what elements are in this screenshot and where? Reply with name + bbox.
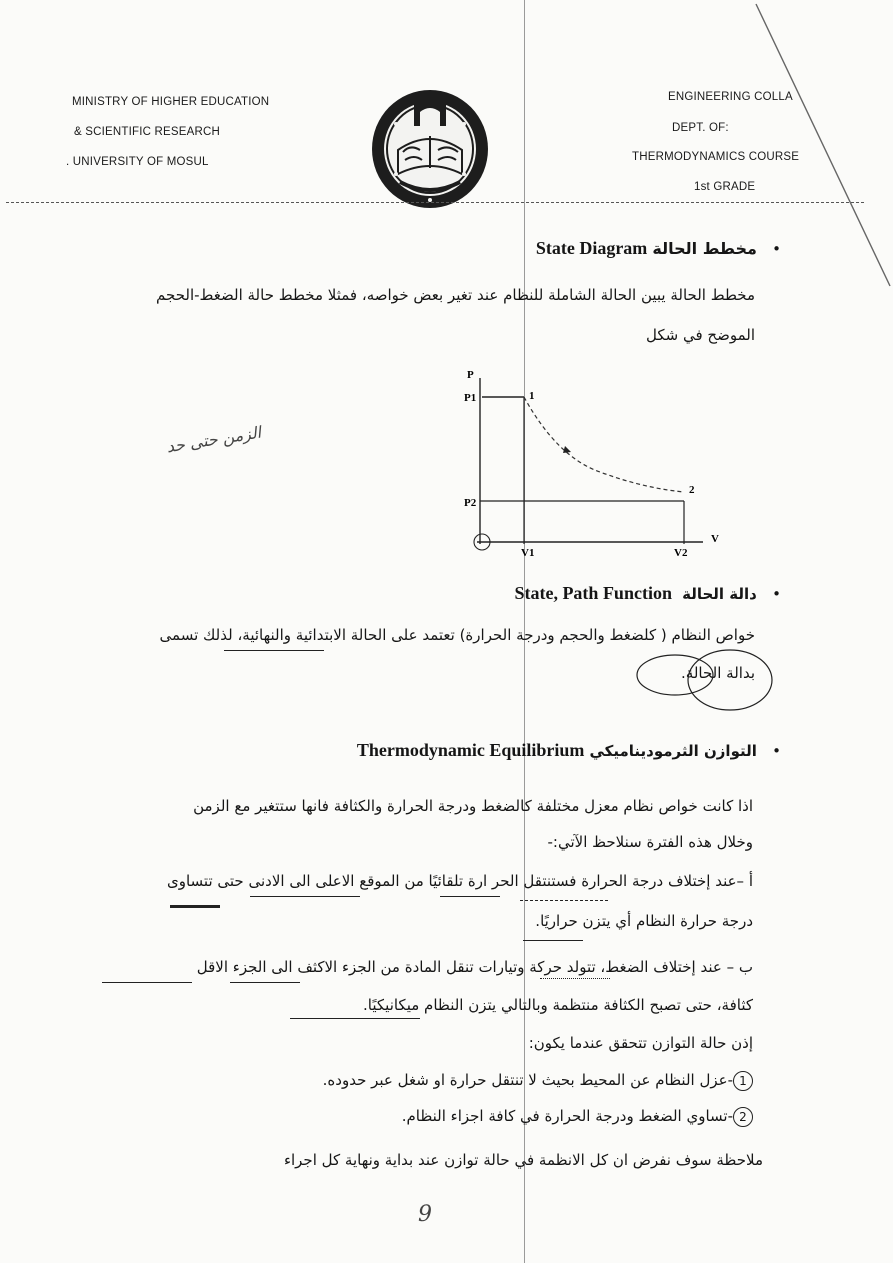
label-p2: P2	[464, 497, 477, 509]
heading-arabic: التوازن الثرموديناميكي	[589, 742, 757, 760]
condition-text: تساوي الضغط ودرجة الحرارة في كافة اجزاء النظام.	[401, 1107, 728, 1125]
process-curve	[524, 397, 684, 492]
header-college: ENGINEERING COLLA	[668, 91, 793, 103]
condition-2: 2-تساوي الضغط ودرجة الحرارة في كافة اجزاء النظام.	[193, 1106, 753, 1127]
label-v2: V2	[674, 547, 688, 559]
circle-annotation	[630, 640, 780, 720]
label-v1: V1	[521, 547, 535, 559]
handwritten-note: الزمن حتى حد	[165, 422, 263, 457]
bullet: •	[772, 240, 781, 258]
label-p1: P1	[464, 392, 477, 404]
state-diagram-line-2: الموضح في شكل	[646, 326, 755, 344]
equilibrium-line-5: ب – عند إختلاف الضغط، تتولد حركة وتيارات تنقل المادة من الجزء الاكثف الى الجزء الاقل	[196, 958, 753, 976]
underline-mark	[102, 982, 192, 983]
equilibrium-line-6: كثافة، حتى تصبح الكثافة منتظمة وبالتالي يتزن النظام ميكانيكيًا.	[363, 996, 753, 1014]
header-divider	[6, 202, 864, 203]
note-line: ملاحظة سوف نفرض ان كل الانظمة في حالة توازن عند بداية ونهاية كل اجراء	[283, 1151, 763, 1169]
label-p: P	[467, 369, 474, 381]
number-circle: 2	[733, 1107, 753, 1127]
heading-english: State, Path Function	[514, 583, 672, 603]
underline-mark	[540, 978, 610, 979]
label-v: V	[711, 533, 719, 545]
state-function-line-1: خواص النظام ( كلضغط والحجم ودرجة الحرارة) تعتمد على الحالة الابتدائية والنهائية، لذلك تسمى	[159, 626, 755, 644]
condition-text: عزل النظام عن المحيط بحيث لا تنتقل حرارة او شغل عبر حدوده.	[322, 1071, 728, 1089]
equilibrium-line-3: أ –عند إختلاف درجة الحرارة فستنتقل الحر ارة تلقائيًا من الموقع الاعلى الى الادنى حتى تتساوى	[167, 872, 753, 890]
state-function-line-2: بدالة الحالة.	[681, 664, 755, 682]
underline-mark	[290, 1018, 420, 1019]
underline-mark	[250, 896, 360, 897]
label-point-1: 1	[529, 390, 535, 402]
underline-mark	[520, 900, 608, 901]
header-ministry: MINISTRY OF HIGHER EDUCATION	[72, 96, 270, 108]
header-course: THERMODYNAMICS COURSE	[632, 151, 800, 163]
header-grade: 1st GRADE	[694, 181, 756, 193]
equilibrium-line-4: درجة حرارة النظام أي يتزن حراريًا.	[535, 912, 753, 930]
equilibrium-line-7: إذن حالة التوازن تتحقق عندما يكون:	[528, 1034, 753, 1052]
bullet: •	[772, 585, 781, 603]
state-diagram-line-1: مخطط الحالة يبين الحالة الشاملة للنظام عند تغير بعض خواصه، فمثلا مخطط حالة الضغط-الحجم	[156, 286, 755, 304]
heading-english: State Diagram	[535, 238, 648, 258]
section-equilibrium-heading	[301, 740, 781, 761]
equilibrium-line-2: وخلال هذه الفترة سنلاحظ الآتي:-	[547, 833, 753, 851]
page-number: 9	[418, 1202, 432, 1227]
section-state-diagram-heading	[361, 238, 781, 259]
bullet: •	[772, 742, 781, 760]
header-dept: DEPT. OF:	[672, 122, 729, 134]
underline-mark	[523, 940, 583, 941]
equilibrium-line-1: اذا كانت خواص نظام معزل مختلفة كالضغط ودرجة الحرارة والكثافة فانها ستتغير مع الزمن	[193, 797, 753, 815]
section-state-function-heading	[361, 583, 781, 604]
underline-mark	[224, 650, 324, 651]
process-arrow-icon	[563, 446, 571, 453]
underline-mark	[170, 905, 220, 908]
heading-arabic: مخطط الحالة	[652, 239, 757, 258]
pv-state-diagram	[455, 362, 735, 562]
condition-1: 1-عزل النظام عن المحيط بحيث لا تنتقل حرارة او شغل عبر حدوده.	[193, 1070, 753, 1091]
header-university: . UNIVERSITY OF MOSUL	[66, 156, 209, 168]
university-seal-logo	[370, 88, 490, 210]
number-circle: 1	[733, 1071, 753, 1091]
header-scientific-research: & SCIENTIFIC RESEARCH	[74, 126, 221, 138]
underline-mark	[440, 896, 500, 897]
heading-english: Thermodynamic Equilibrium	[356, 740, 585, 760]
label-point-2: 2	[689, 484, 695, 496]
heading-arabic: دالة الحالة	[682, 585, 757, 603]
underline-mark	[230, 982, 300, 983]
